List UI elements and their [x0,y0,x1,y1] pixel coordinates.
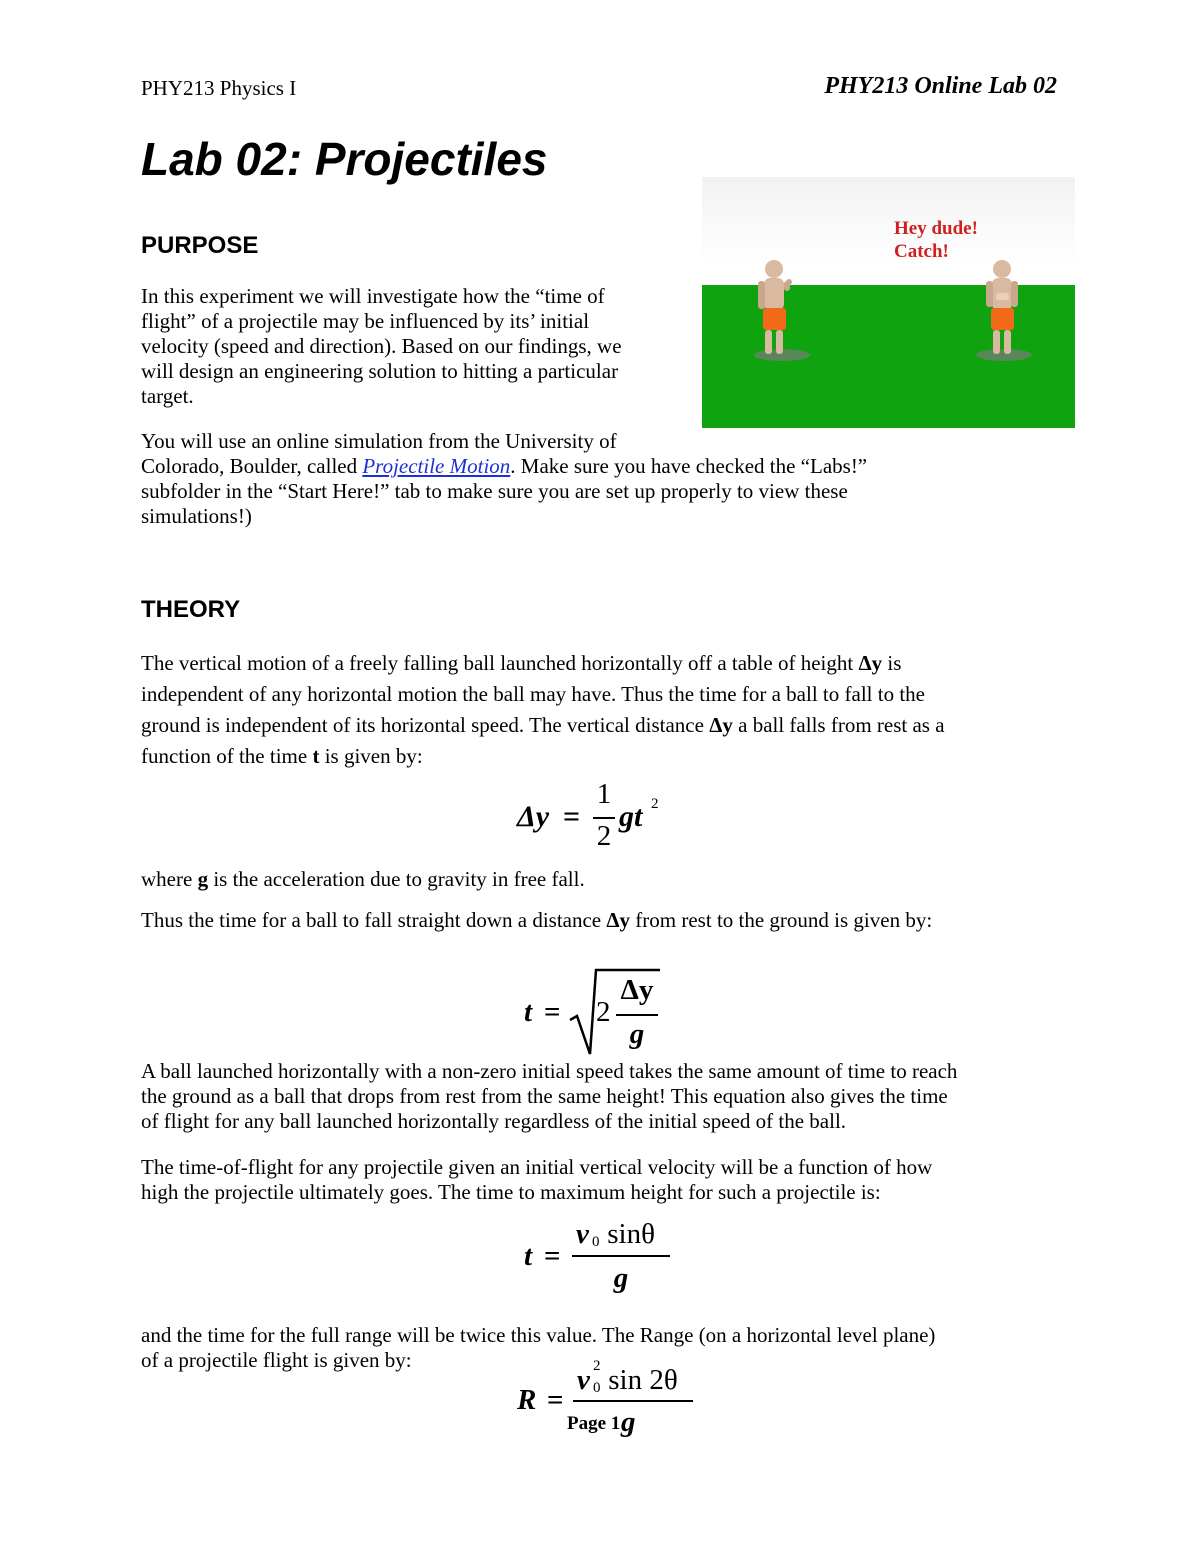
fraction-bar [573,1400,693,1402]
simulation-paragraph: You will use an online simulation from the University of Colorado, Boulder, called Projectile Motion. Make sure you have checked the “Labs!” subfolder in the “Start Here!” tab to make sure you are set up properly to view these simulations!) [141,429,868,528]
theory-paragraph-1: The vertical motion of a freely falling ball launched horizontally off a table of height Δy is independent of any horizontal motion the ball may have. Thus the time for a ball to fall to the ground is independent of its horizontal speed. The vertical distance Δy a ball falls from rest as a function of the time t is given by: [141,651,945,768]
figures-svg [702,177,1075,428]
page-number: Page 1 [567,1413,621,1434]
thrower-figure [754,260,810,361]
catcher-figure [976,260,1032,361]
projectile-motion-link[interactable]: Projectile Motion [362,454,511,478]
header-course: PHY213 Physics I [141,76,297,100]
theory-heading: THEORY [141,596,241,623]
fraction-bar [616,1014,658,1016]
fraction-bar [593,817,615,819]
gravity-note: where g is the acceleration due to gravity in free fall. [141,867,585,891]
purpose-paragraph: In this experiment we will investigate how the “time of flight” of a projectile may be influenced by its’ initial velocity (speed and direction). Based on our findings, we will design an engineering solution to hitting a particular target. [141,284,622,408]
equation-time-to-max-height: t = v 0 sinθ g [524,1218,684,1302]
equation-range: R = v 2 0 sin 2θ g [517,1358,697,1444]
equation-fall-time: t = 2 Δy g [524,966,674,1058]
speech-text: Hey dude! Catch! [894,218,978,262]
simulation-illustration [702,177,1075,428]
fraction-bar [572,1255,670,1257]
fall-time-intro: Thus the time for a ball to fall straight down a distance Δy from rest to the ground is given by: [141,908,933,932]
purpose-heading: PURPOSE [141,232,259,259]
equation-displacement: Δy = 1 2 gt 2 [517,778,659,852]
theory-paragraph-2: A ball launched horizontally with a non-zero initial speed takes the same amount of time to reach the ground as a ball that drops from rest from the same height! This equation also gives the time of flight for any ball launched horizontally regardless of the initial speed of the ball. [141,1059,958,1133]
header-lab-id: PHY213 Online Lab 02 [824,73,1057,99]
theory-paragraph-3: The time-of-flight for any projectile given an initial vertical velocity will be a function of how high the projectile ultimately goes. The time to maximum height for such a projectile is: [141,1155,933,1204]
theory-paragraph-4: and the time for the full range will be twice this value. The Range (on a horizontal level plane) of a projectile flight is given by: [141,1323,936,1372]
page-title: Lab 02: Projectiles [141,133,548,185]
